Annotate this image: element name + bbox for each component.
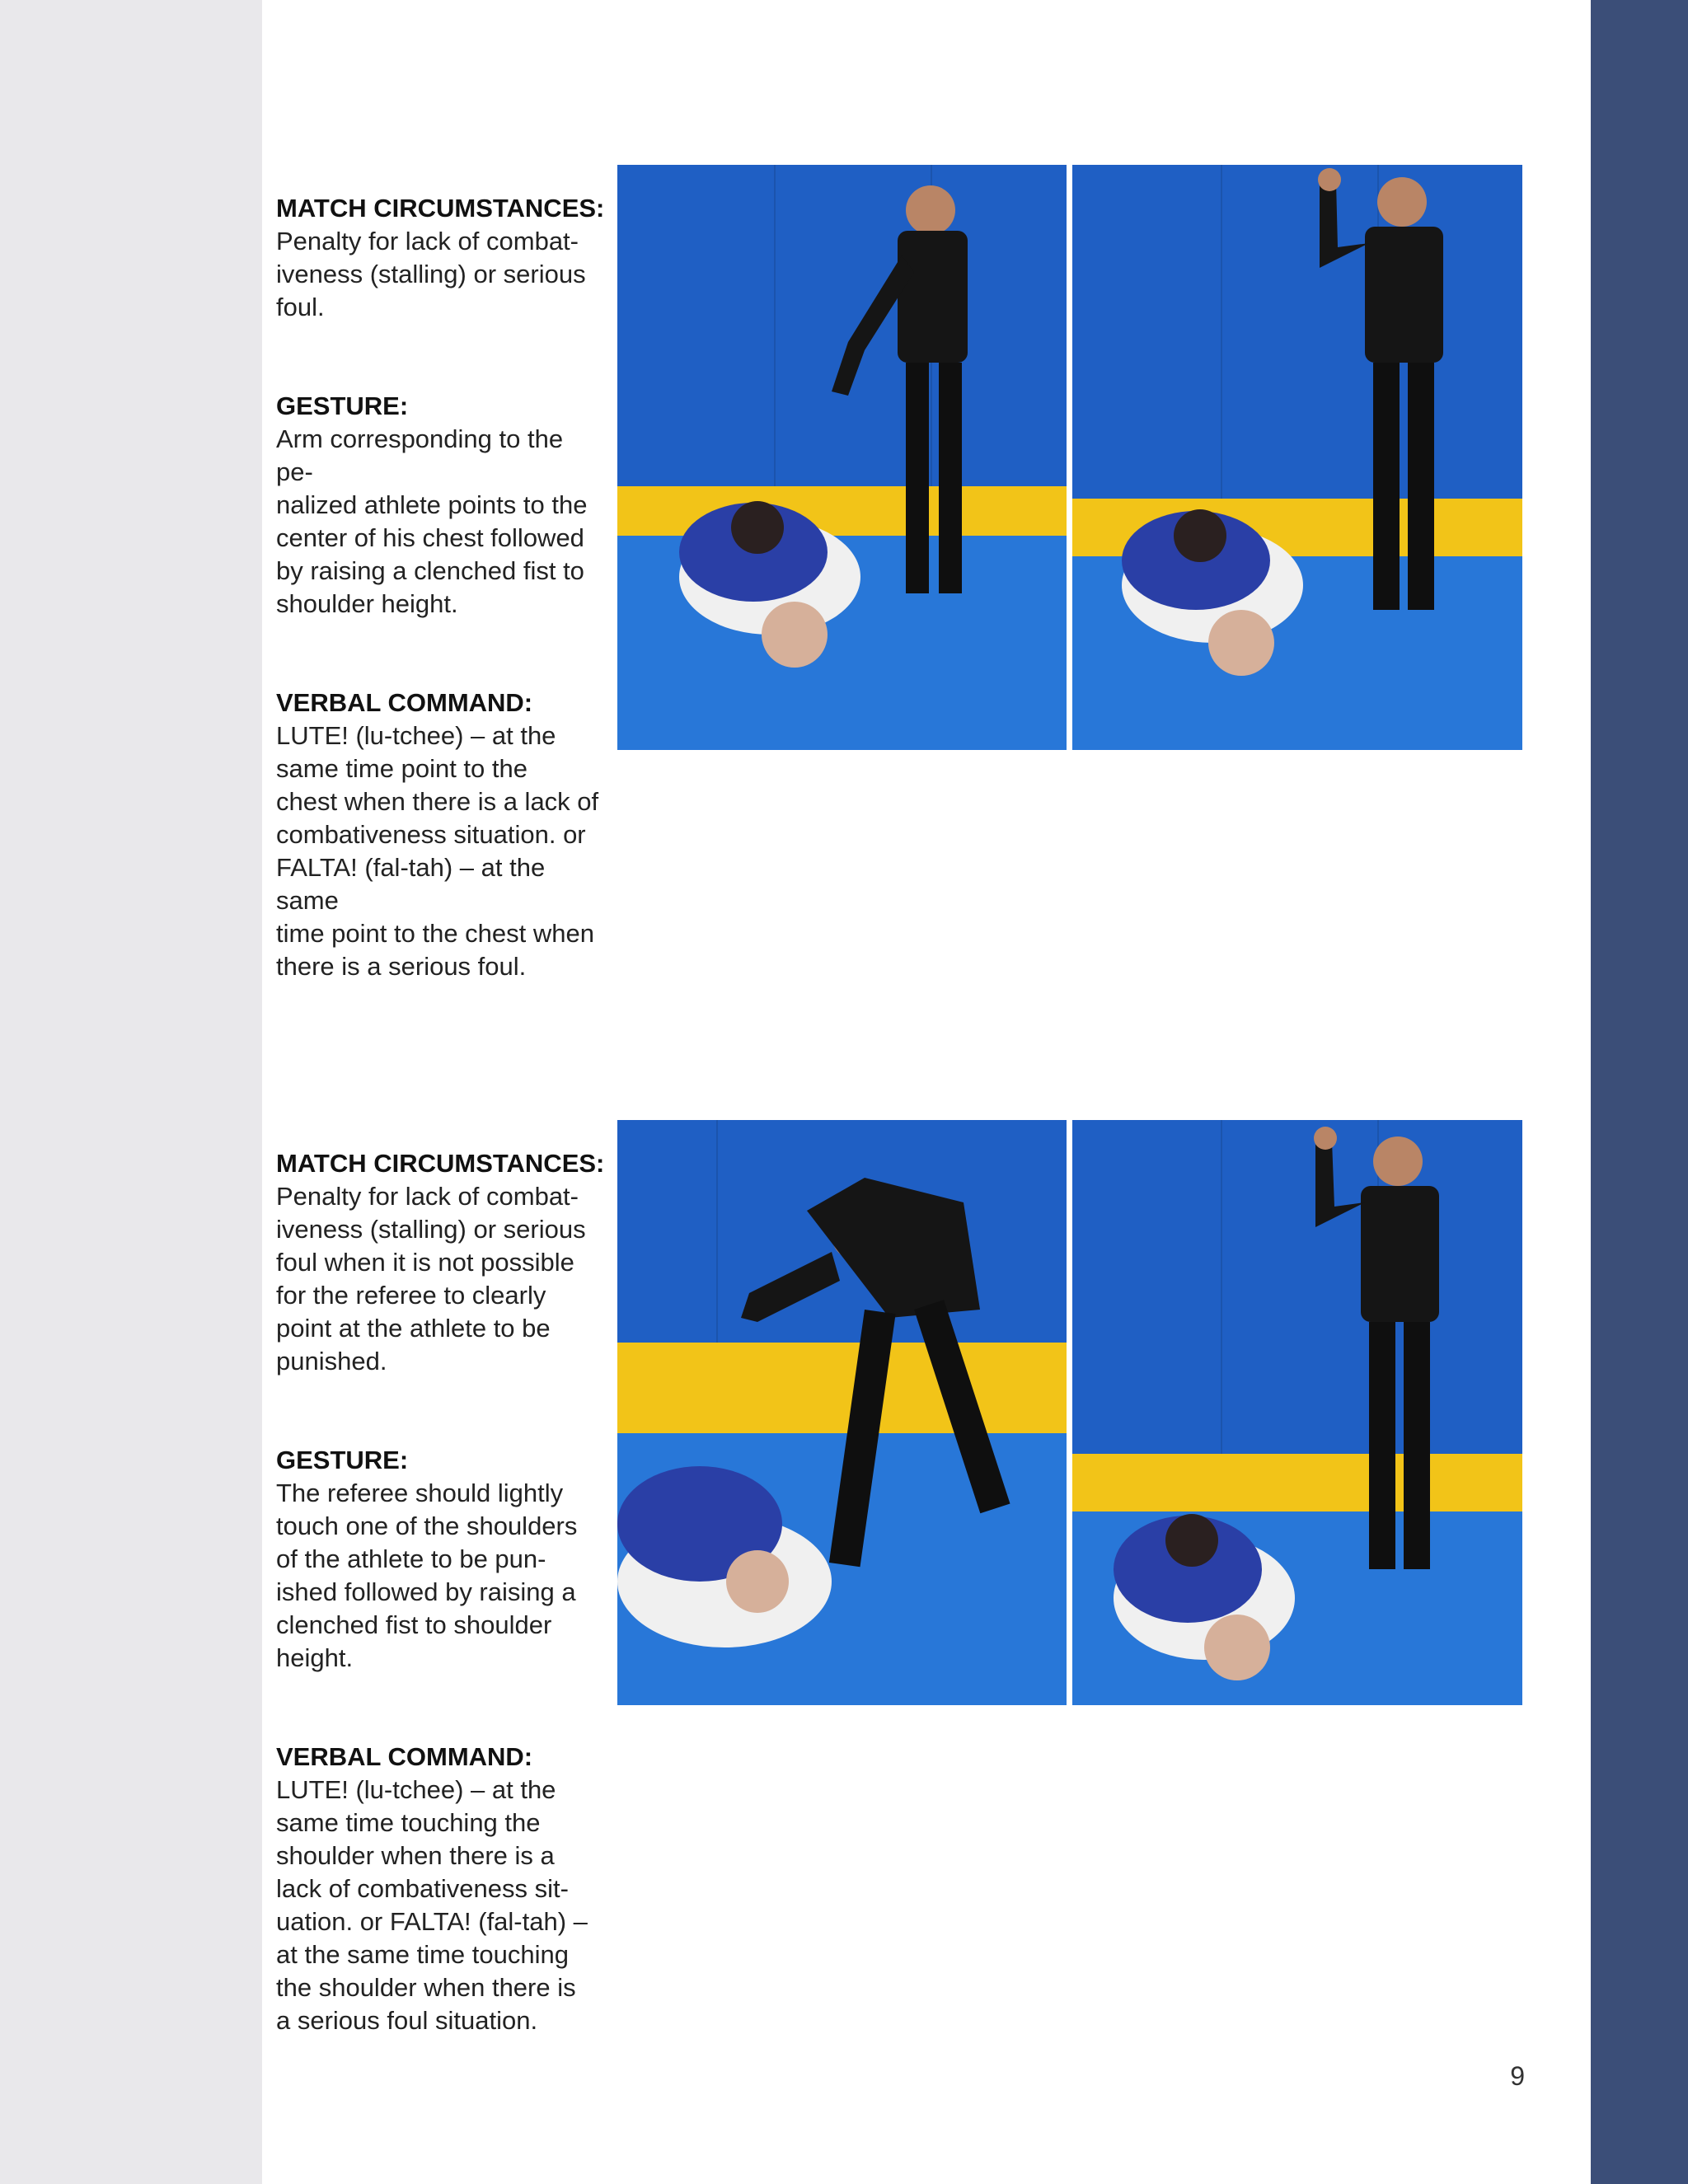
section-1-gesture-text: Arm corresponding to the pe- nalized athlete points to the center of his chest followed by raising a clenched fist to shoulder height. <box>276 424 588 618</box>
section-2-verbal-text: LUTE! (lu-tchee) – at the same time touching the shoulder when there is a lack of combativeness sit- uation. or FALTA! (fal-tah) – at the same time touching the shoulder when there is a serious foul situation. <box>276 1775 588 2035</box>
referee-fist-raised-photo <box>1072 165 1522 750</box>
section-1-match-text: Penalty for lack of combat- iveness (stalling) or serious foul. <box>276 227 586 321</box>
section-2-gesture-heading: GESTURE: <box>276 1446 409 1474</box>
section-1-gesture-heading: GESTURE: <box>276 391 409 420</box>
section-2-text <box>276 1114 606 2037</box>
section-2-match-text: Penalty for lack of combat- iveness (stalling) or serious foul when it is not possible for the referee to clearly point at the athlete to be punished. <box>276 1182 586 1376</box>
section-2-match-heading: MATCH CIRCUMSTANCES: <box>276 1149 605 1178</box>
side-color-band <box>1591 0 1688 2184</box>
page-number: 9 <box>1510 2061 1525 2091</box>
section-1-text <box>276 159 606 983</box>
section-1-match-heading: MATCH CIRCUMSTANCES: <box>276 194 605 223</box>
section-1-verbal-text: LUTE! (lu-tchee) – at the same time point to the chest when there is a lack of combativeness situation. or FALTA! (fal-tah) – at the same time point to the chest when there is a serious foul. <box>276 721 599 981</box>
section-1-verbal-heading: VERBAL COMMAND: <box>276 688 533 717</box>
referee-touching-shoulder-photo <box>617 1120 1067 1705</box>
section-2-gesture-text: The referee should lightly touch one of the shoulders of the athlete to be pun- ished followed by raising a clenched fist to shoulder height. <box>276 1479 578 1672</box>
referee-pointing-photo <box>617 165 1067 750</box>
referee-fist-raised-photo-2 <box>1072 1120 1522 1705</box>
section-2-verbal-heading: VERBAL COMMAND: <box>276 1742 533 1771</box>
